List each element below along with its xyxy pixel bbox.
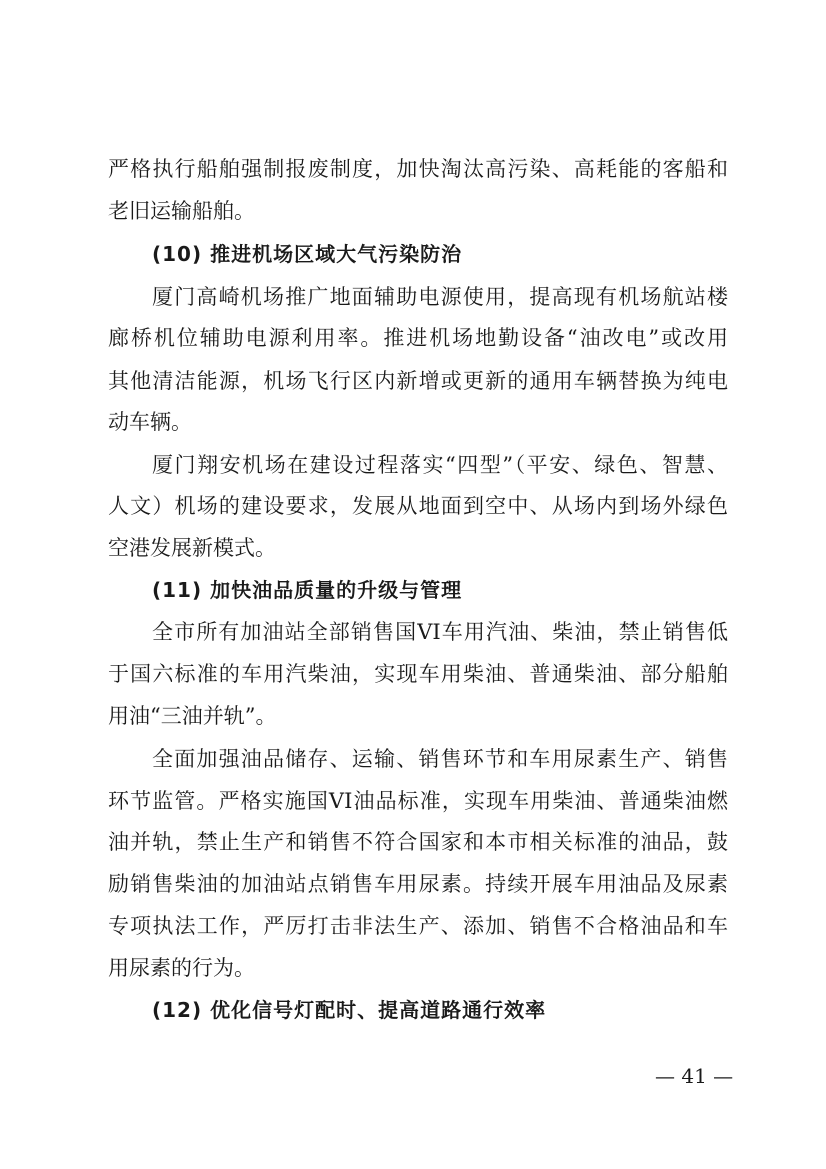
body-text-line: 励销售柴油的加油站点销售车用尿素。持续开展车用油品及尿素 [108, 872, 728, 896]
section-heading-12: (12) 优化信号灯配时、提高道路通行效率 [152, 998, 547, 1022]
body-text-line: 厦门翔安机场在建设过程落实“四型”（平安、绿色、智慧、 [152, 453, 728, 477]
body-text-line: 动车辆。 [108, 410, 192, 434]
body-text-line: 油并轨，禁止生产和销售不符合国家和本市相关标准的油品，鼓 [108, 830, 728, 854]
body-text-line: 用油“三油并轨”。 [108, 704, 277, 728]
body-text-line: 用尿素的行为。 [108, 956, 255, 980]
body-text-line: 环节监管。严格实施国VI油品标准，实现车用柴油、普通柴油燃 [108, 789, 728, 813]
section-heading-10: (10) 推进机场区域大气污染防治 [152, 242, 463, 266]
body-text-line: 厦门高崎机场推广地面辅助电源使用，提高现有机场航站楼 [152, 285, 728, 309]
body-text-line: 于国六标准的车用汽柴油，实现车用柴油、普通柴油、部分船舶 [108, 662, 728, 686]
body-text-line: 老旧运输船舶。 [108, 199, 255, 223]
body-text-line: 空港发展新模式。 [108, 536, 276, 560]
body-text-line: 严格执行船舶强制报废制度，加快淘汰高污染、高耗能的客船和 [108, 157, 728, 181]
body-text-line: 廊桥机位辅助电源利用率。推进机场地勤设备“油改电”或改用 [108, 326, 728, 350]
body-text-line: 全市所有加油站全部销售国VI车用汽油、柴油，禁止销售低 [152, 620, 728, 644]
body-text-line: 全面加强油品储存、运输、销售环节和车用尿素生产、销售 [152, 747, 728, 771]
body-text-line: 人文）机场的建设要求，发展从地面到空中、从场内到场外绿色 [108, 494, 728, 518]
section-heading-11: (11) 加快油品质量的升级与管理 [152, 578, 463, 602]
body-text-line: 专项执法工作，严厉打击非法生产、添加、销售不合格油品和车 [108, 914, 728, 938]
body-text-line: 其他清洁能源，机场飞行区内新增或更新的通用车辆替换为纯电 [108, 369, 728, 393]
page-number: — 41 — [655, 1064, 734, 1088]
